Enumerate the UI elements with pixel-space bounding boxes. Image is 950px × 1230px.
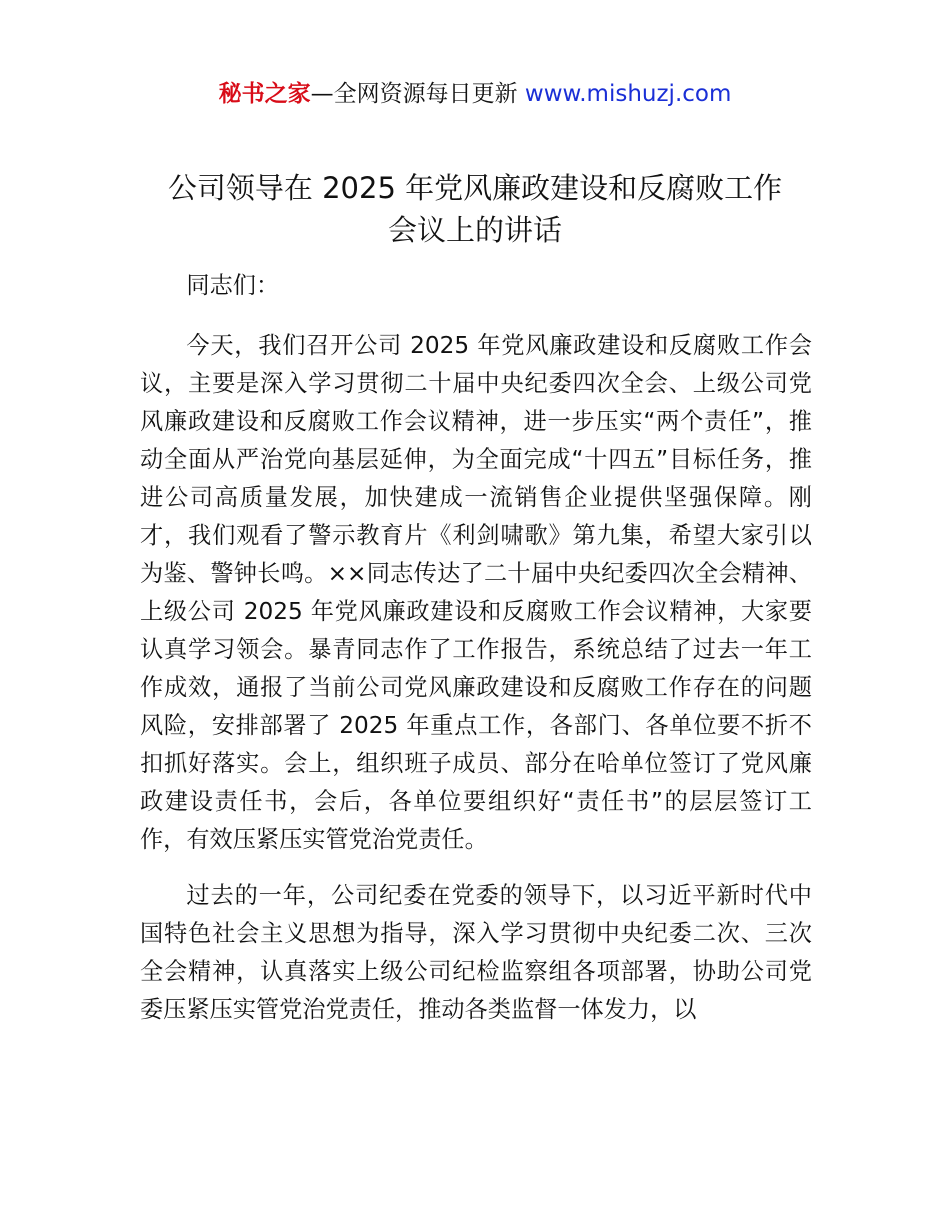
document-title [120,167,830,251]
title-line-2: 会议上的讲话 [387,213,562,247]
site-url-link[interactable]: www.mishuzj.com [524,81,732,107]
salutation: 同志们： [186,272,280,299]
paragraph-1: 今天，我们召开公司 2025 年党风廉政建设和反腐败工作会议，主要是深入学习贯彻二十届中央纪委四次全会、上级公司党风廉政建设和反腐败工作会议精神，进一步压实“两个责任”，推动全面从严治党向基层延伸，为全面完成“十四五”目标任务，推进公司高质量发展，加快建成一流销售企业提供坚强保障。刚才，我们观看了警示教育片《利剑啸歌》第九集，希望大家引以为鉴、警钟长鸣。××同志传达了二十届中央纪委四次全会精神、上级公司 2025 年党风廉政建设和反腐败工作会议精神，大家要认真学习领会。暴青同志作了工作报告，系统总结了过去一年工作成效，通报了当前公司党风廉政建设和反腐败工作存在的问题风险，安排部署了 2025 年重点工作，各部门、各单位要不折不扣抓好落实。会上，组织班子成员、部分在哈单位签订了党风廉政建设责任书，会后，各单位要组织好“责任书”的层层签订工作，有效压紧压实管党治党责任。 [140,332,812,853]
document-body [140,267,812,1029]
header-tagline: —全网资源每日更新 [310,81,518,107]
site-header [0,78,950,110]
title-line-1: 公司领导在 2025 年党风廉政建设和反腐败工作 [167,171,783,205]
brand-name: 秘书之家 [218,81,311,107]
paragraph-2: 过去的一年，公司纪委在党委的领导下，以习近平新时代中国特色社会主义思想为指导，深入学习贯彻中央纪委二次、三次全会精神，认真落实上级公司纪检监察组各项部署，协助公司党委压紧压实管党治党责任，推动各类监督一体发力，以 [140,882,812,1023]
